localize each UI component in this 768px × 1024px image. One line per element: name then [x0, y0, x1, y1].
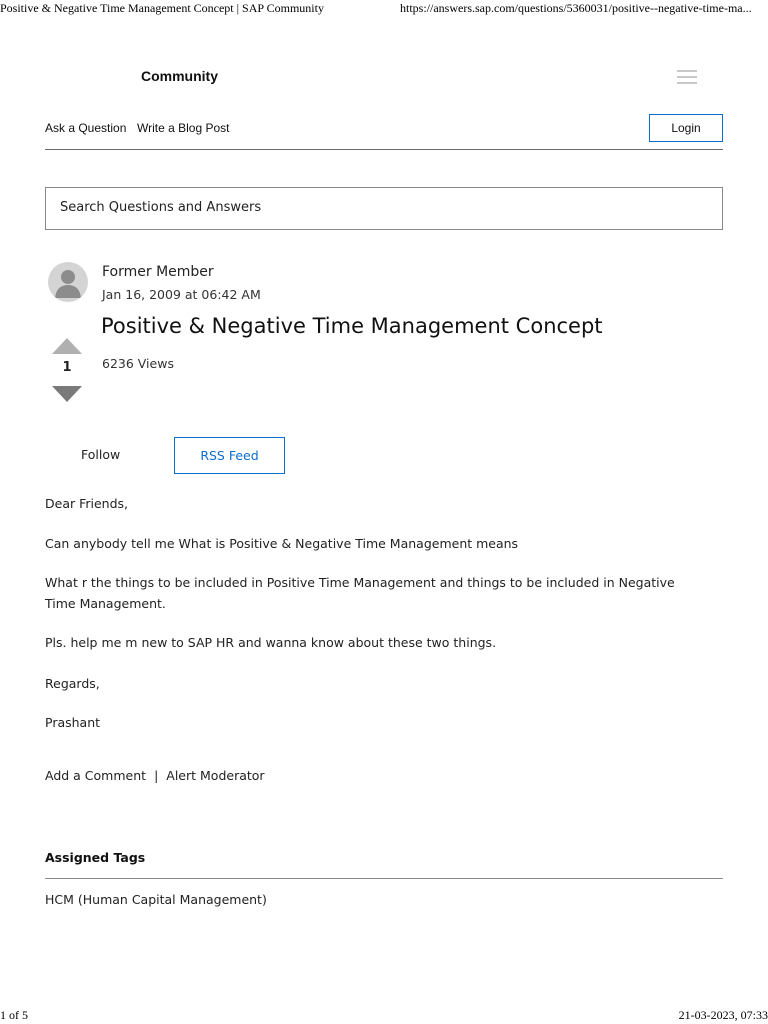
question-title: Positive & Negative Time Management Concept	[101, 314, 603, 338]
site-brand[interactable]: Community	[141, 68, 218, 84]
question-body-paragraph: Can anybody tell me What is Positive & Negative Time Management means	[45, 536, 519, 551]
tag-link[interactable]: HCM (Human Capital Management)	[45, 892, 267, 907]
ask-question-link[interactable]: Ask a Question	[45, 121, 127, 135]
print-datetime: 21-03-2023, 07:33	[678, 1008, 768, 1022]
question-body-paragraph: Regards,	[45, 676, 100, 691]
upvote-arrow-icon[interactable]	[52, 338, 82, 354]
print-page-title: Positive & Negative Time Management Concept | SAP Community	[0, 1, 324, 15]
downvote-arrow-icon[interactable]	[52, 386, 82, 402]
assigned-tags-heading: Assigned Tags	[45, 850, 723, 879]
question-body-paragraph: Prashant	[45, 715, 101, 730]
action-separator: |	[154, 768, 159, 783]
rss-feed-button[interactable]: RSS Feed	[174, 437, 285, 474]
follow-button[interactable]: Follow	[81, 447, 121, 462]
login-button[interactable]: Login	[649, 114, 723, 142]
author-name[interactable]: Former Member	[102, 264, 214, 280]
top-nav	[45, 114, 723, 150]
search-input[interactable]	[60, 188, 700, 227]
question-body-paragraph: Dear Friends,	[45, 496, 129, 511]
view-count: 6236 Views	[102, 356, 174, 371]
user-avatar-icon[interactable]	[48, 262, 88, 302]
hamburger-menu-icon[interactable]	[677, 70, 697, 84]
question-actions	[45, 768, 265, 783]
print-footer	[0, 1008, 768, 1024]
print-page-number: 1 of 5	[0, 1008, 28, 1022]
add-comment-link[interactable]: Add a Comment	[45, 768, 147, 783]
print-page-url: https://answers.sap.com/questions/5360031/positive--negative-time-ma...	[400, 1, 752, 15]
write-blog-post-link[interactable]: Write a Blog Post	[137, 121, 230, 135]
question-body-paragraph: Pls. help me m new to SAP HR and wanna know about these two things.	[45, 635, 497, 650]
question-body-paragraph: What r the things to be included in Positive Time Management and things to be included in Negative Time Management.	[45, 575, 675, 611]
alert-moderator-link[interactable]: Alert Moderator	[166, 768, 265, 783]
vote-count: 1	[62, 360, 72, 375]
search-box	[45, 187, 723, 230]
print-header	[0, 0, 768, 16]
post-date: Jan 16, 2009 at 06:42 AM	[102, 287, 261, 302]
